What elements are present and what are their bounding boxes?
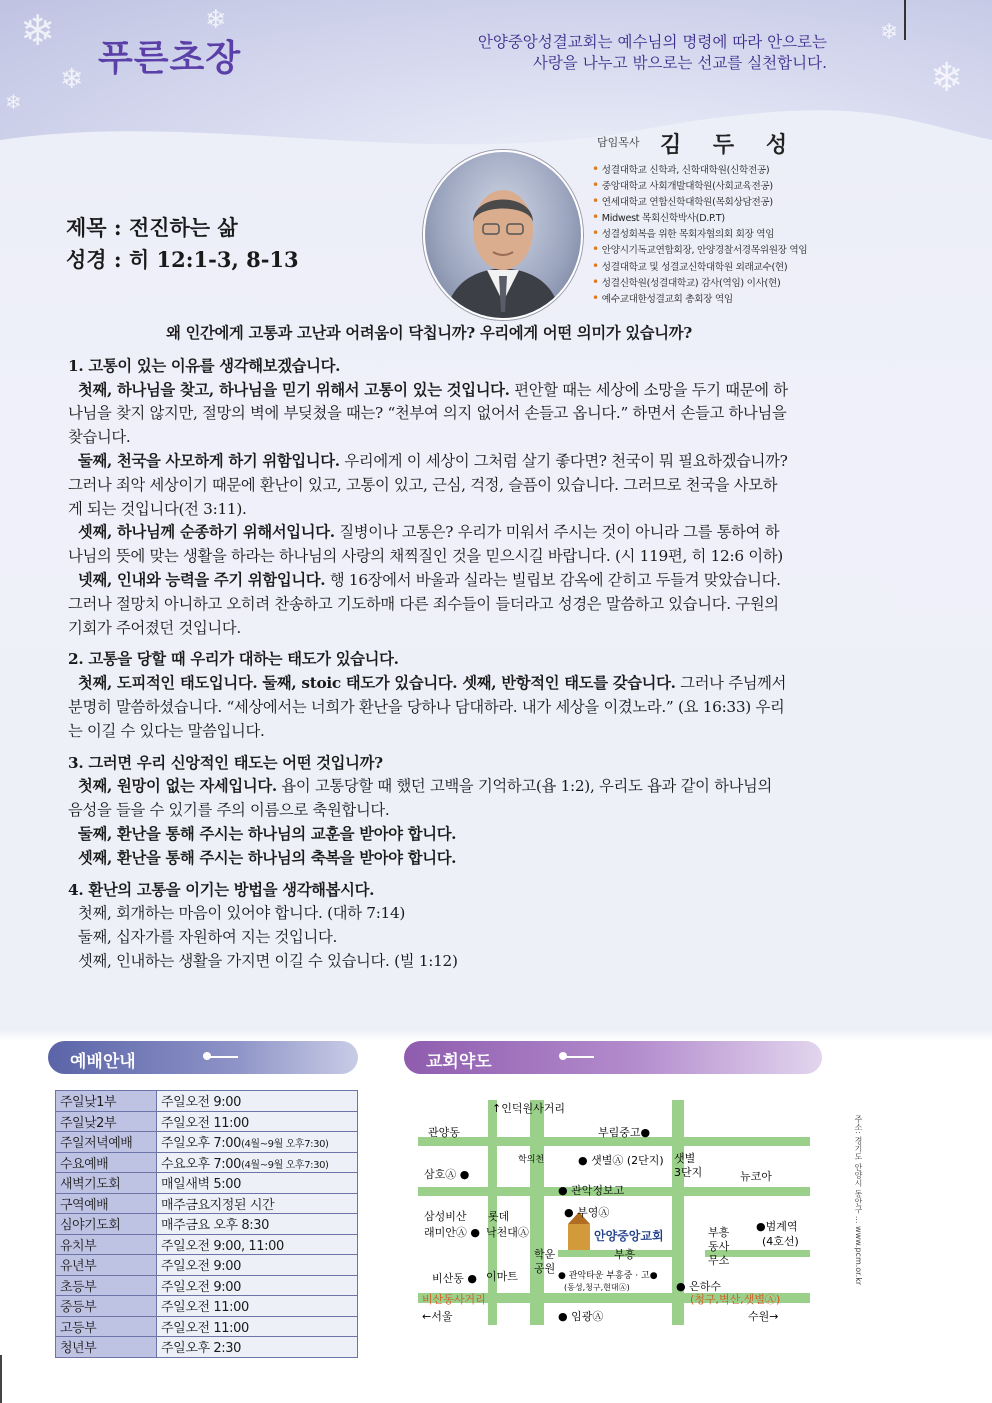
map-label: 삼성비산 [424, 1210, 467, 1223]
service-name: 수요예배 [56, 1152, 157, 1173]
snowflake-icon: ❄ [60, 62, 84, 95]
service-name: 초등부 [56, 1275, 157, 1296]
map-title: 교회약도 [426, 1052, 492, 1072]
table-row [56, 1193, 358, 1214]
corner-line [0, 1355, 2, 1403]
time-text: 주일오전 9:00 [161, 1095, 241, 1111]
motto-line-2: 사랑을 나누고 밖으로는 선교를 실천합니다. [532, 54, 827, 72]
map-label: ● 임광Ⓐ [558, 1310, 604, 1323]
table-row [56, 1234, 358, 1255]
service-time [157, 1193, 358, 1214]
map-label: 롯데 [488, 1210, 510, 1223]
map-label: ●범계역 [756, 1220, 798, 1233]
map-label: 학의천 [518, 1155, 545, 1165]
paragraph: 둘째, 환난을 통해 주시는 하나님의 교훈을 받아야 합니다. [78, 824, 457, 843]
sermon-scripture: 성경 : 히 12:1-3, 8-13 [66, 247, 299, 272]
credential-item: • 성결대학교 신학과, 신학대학원(신학전공) [592, 162, 807, 178]
map-label: 부흥 [708, 1226, 730, 1239]
map-label: 수원→ [748, 1310, 779, 1323]
section-heading: 4. 환난의 고통을 이기는 방법을 생각해봅시다. [68, 880, 375, 899]
time-text: 매주금요 오후 8:30 [161, 1218, 270, 1234]
map-label: 비산동사거리 [422, 1293, 486, 1306]
map-label: 샛별 [674, 1152, 696, 1165]
time-text: 주일오후 2:30 [161, 1341, 241, 1357]
map-label: 뉴코아 [740, 1170, 772, 1183]
paragraph [68, 775, 790, 823]
worship-title: 예배안내 [70, 1052, 136, 1072]
map-label: 이마트 [486, 1270, 518, 1283]
time-text: 수요오후 7:00 [161, 1156, 241, 1172]
paragraph-text: 그러나 주님께서 분명히 말씀하셨습니다. “세상에서는 너희가 환난을 당하나 담대하라. 내가 세상을 이겼노라.” (요 16:33) 우리는 이길 수 있다는 말씀입니다. [68, 674, 787, 740]
sermon-heading [66, 212, 299, 276]
paragraph [68, 569, 790, 640]
time-note: (4월~9월 오후7:30) [240, 1139, 329, 1151]
service-time [157, 1275, 358, 1296]
time-text: 주일오전 11:00 [161, 1320, 249, 1336]
pastor-photo [423, 150, 583, 320]
table-row [56, 1275, 358, 1296]
church-map [418, 1100, 810, 1325]
map-label: 동사 [708, 1240, 730, 1253]
map-label: 학운 [534, 1248, 556, 1261]
service-name: 유년부 [56, 1255, 157, 1276]
map-label: 낙천대Ⓐ [486, 1226, 529, 1239]
paragraph-text: 욥이 고통당할 때 했던 고백을 기억하고(욥 1:2), 우리도 욥과 같이 하나님의 음성을 들을 수 있기를 주의 이름으로 축원합니다. [68, 777, 773, 820]
service-name: 중등부 [56, 1296, 157, 1317]
time-text: 주일오전 9:00 [161, 1279, 241, 1295]
map-label: ● 은하수 [676, 1280, 721, 1293]
paragraph-text: 편안할 때는 세상에 소망을 두기 때문에 하나님을 찾지 않지만, 절망의 벽에 부딪쳤을 때는? “천부여 의지 없어서 손들고 옵니다.” 하면서 손들고 하나님을 찾습니다. [68, 380, 788, 447]
credential-item: • 성결성회복을 위한 목회자협의회 회장 역임 [592, 226, 807, 242]
map-label: (동성,청구,현대Ⓐ) [564, 1283, 630, 1292]
service-name: 유치부 [56, 1234, 157, 1255]
paragraph [68, 672, 790, 743]
table-row [56, 1132, 358, 1153]
table-row [56, 1296, 358, 1317]
time-text: 매일새벽 5:00 [161, 1177, 241, 1193]
paragraph-text: 질병이나 고통은? 우리가 미워서 주시는 것이 아니라 그를 통하여 하나님의 뜻에 맞는 생활을 하라는 하나님의 사랑의 채찍질인 것을 믿으시길 바랍니다. (시 119편, 히 12:6 이하) [68, 523, 783, 566]
table-row [56, 1091, 358, 1112]
service-time [157, 1337, 358, 1358]
worship-section-header [48, 1041, 358, 1074]
credential-item: • 안양시기독교연합회장, 안양경찰서경목위원장 역임 [592, 242, 807, 258]
service-time [157, 1316, 358, 1337]
service-name: 주일낮2부 [56, 1111, 157, 1132]
map-label: 삼호Ⓐ ● [424, 1168, 470, 1181]
sermon-body [68, 322, 790, 974]
section-heading: 1. 고통이 있는 이유를 생각해보겠습니다. [68, 356, 341, 375]
map-label: 관양동 [428, 1126, 460, 1139]
map-label: 3단지 [674, 1166, 703, 1179]
paragraph [68, 450, 790, 521]
service-time [157, 1091, 358, 1112]
paragraph-lead: 넷째, 인내와 능력을 주기 위함입니다. [78, 570, 326, 589]
snowflake-icon: ❄ [5, 90, 22, 114]
map-label: ←서울 [422, 1310, 453, 1323]
service-name: 심야기도회 [56, 1214, 157, 1235]
map-label: ● 관악타운 부흥중 · 고● [558, 1271, 658, 1281]
snowflake-icon: ❄ [930, 55, 964, 101]
paragraph-lead: 셋째, 하나님께 순종하기 위해서입니다. [78, 523, 335, 542]
paragraph: 둘째, 십자가를 자원하여 지는 것입니다. [78, 928, 338, 947]
service-time [157, 1255, 358, 1276]
paragraph [68, 521, 790, 569]
paragraph-lead: 첫째, 하나님을 찾고, 하나님을 믿기 위해서 고통이 있는 것입니다. [78, 380, 510, 399]
church-name: 안양중앙교회 [594, 1229, 664, 1243]
service-name: 청년부 [56, 1337, 157, 1358]
service-name: 고등부 [56, 1316, 157, 1337]
service-time [157, 1111, 358, 1132]
table-row [56, 1214, 358, 1235]
time-text: 주일오전 9:00, 11:00 [161, 1238, 284, 1254]
map-label: ● 샛별Ⓐ (2단지) [578, 1154, 664, 1167]
map-label: (4호선) [762, 1235, 799, 1248]
corner-line [904, 0, 906, 40]
service-time [157, 1234, 358, 1255]
church-motto [478, 32, 827, 74]
credential-item: • 성결신학원(성결대학교) 감사(역임) 이사(현) [592, 275, 807, 291]
pastor-credentials [592, 162, 807, 307]
paragraph [68, 379, 790, 450]
snowflake-icon: ❄ [20, 6, 56, 55]
opening-question: 왜 인간에게 고통과 고난과 어려움이 닥칩니까? 우리에게 어떤 의미가 있습니까? [166, 324, 692, 342]
snowflake-icon: ❄ [880, 20, 899, 45]
pastor-role: 담임목사 [597, 136, 640, 149]
table-row [56, 1255, 358, 1276]
table-row [56, 1316, 358, 1337]
table-row [56, 1111, 358, 1132]
service-time [157, 1214, 358, 1235]
pastor-name: 김 두 성 [660, 133, 800, 158]
map-label: ● 부영Ⓐ [564, 1206, 610, 1219]
service-name: 주일저녁예배 [56, 1132, 157, 1153]
time-note: (4월~9월 오후7:30) [240, 1159, 329, 1171]
service-name: 새벽기도회 [56, 1173, 157, 1194]
section-heading: 2. 고통을 당할 때 우리가 대하는 태도가 있습니다. [68, 650, 399, 669]
time-text: 주일오전 11:00 [161, 1300, 249, 1316]
contact-info: 주소: 경기도 안양시 동안구 ... www.pcm.or.kr [854, 1115, 863, 1286]
motto-line-1: 안양중앙성결교회는 예수님의 명령에 따라 안으로는 [477, 33, 827, 51]
credential-item: • 중앙대학교 사회개발대학원(사회교육전공) [592, 178, 807, 194]
map-label: 부흥 [614, 1248, 636, 1261]
map-label: 부림중고● [598, 1126, 651, 1139]
time-text: 주일오후 7:00 [161, 1136, 241, 1152]
divider [564, 1056, 594, 1058]
credential-item: • 연세대학교 연합신학대학원(목회상담전공) [592, 194, 807, 210]
paragraph-lead: 첫째, 도피적인 태도입니다. 둘째, stoic 태도가 있습니다. 셋째, 반항적인 태도를 갖습니다. [78, 674, 676, 693]
map-label: (청구,벽산,샛별Ⓐ) [690, 1293, 781, 1306]
credential-item: • Midwest 목회신학박사(D.P.T) [592, 210, 807, 226]
table-row [56, 1173, 358, 1194]
paragraph: 첫째, 회개하는 마음이 있어야 합니다. (대하 7:14) [78, 904, 406, 923]
map-label: 비산동 ● [432, 1272, 477, 1285]
service-name: 주일낮1부 [56, 1091, 157, 1112]
service-time [157, 1132, 358, 1153]
snowflake-icon: ❄ [205, 5, 227, 35]
map-label: 공원 [534, 1262, 556, 1275]
time-text: 매주금요지정된 시간 [161, 1197, 275, 1213]
bulletin-title: 푸른초장 [98, 38, 242, 79]
paragraph-lead: 둘째, 천국을 사모하게 하기 위함입니다. [78, 451, 340, 470]
map-label: ● 관악정보고 [558, 1184, 625, 1197]
service-time [157, 1152, 358, 1173]
map-section-header [404, 1041, 822, 1074]
service-name: 구역예배 [56, 1193, 157, 1214]
church-icon [568, 1224, 590, 1250]
service-time [157, 1173, 358, 1194]
credential-item: • 성결대학교 및 성결교신학대학원 외래교수(현) [592, 259, 807, 275]
paragraph-lead: 첫째, 원망이 없는 자세입니다. [78, 777, 277, 796]
service-time [157, 1296, 358, 1317]
credential-item: • 예수교대한성결교회 총회장 역임 [592, 291, 807, 307]
map-label: 래미안Ⓐ ● [424, 1226, 480, 1239]
paragraph-text: 우리에게 이 세상이 그처럼 살기 좋다면? 천국이 뭐 필요하겠습니까? 그러나 죄악 세상이기 때문에 환난이 있고, 고통이 있고, 근심, 걱정, 슬픔이 있습니다. 그러므로 천국을 사모하게 되는 것입니다(전 3:11). [68, 451, 788, 518]
time-text: 주일오전 11:00 [161, 1115, 249, 1131]
table-row [56, 1152, 358, 1173]
paragraph-text: 행 16장에서 바울과 실라는 빌립보 감옥에 갇히고 두들겨 맞았습니다. 그러나 절망치 아니하고 오히려 찬송하고 기도하매 다른 죄수들이 들더라고 성경은 말씀하고 있습니다. 구원의 기회가 주어졌던 것입니다. [68, 570, 781, 637]
sermon-title: 제목 : 전진하는 삶 [66, 215, 238, 240]
map-label: 무소 [708, 1254, 730, 1267]
section-heading: 3. 그러면 우리 신앙적인 태도는 어떤 것입니까? [68, 753, 383, 772]
paragraph: 셋째, 환난을 통해 주시는 하나님의 축복을 받아야 합니다. [78, 848, 457, 867]
map-label: ↑인덕원사거리 [492, 1102, 565, 1115]
paragraph: 셋째, 인내하는 생활을 가지면 이길 수 있습니다. (빌 1:12) [78, 951, 458, 970]
table-row [56, 1337, 358, 1358]
time-text: 주일오전 9:00 [161, 1259, 241, 1275]
divider [208, 1056, 238, 1058]
worship-schedule-table [55, 1090, 358, 1358]
